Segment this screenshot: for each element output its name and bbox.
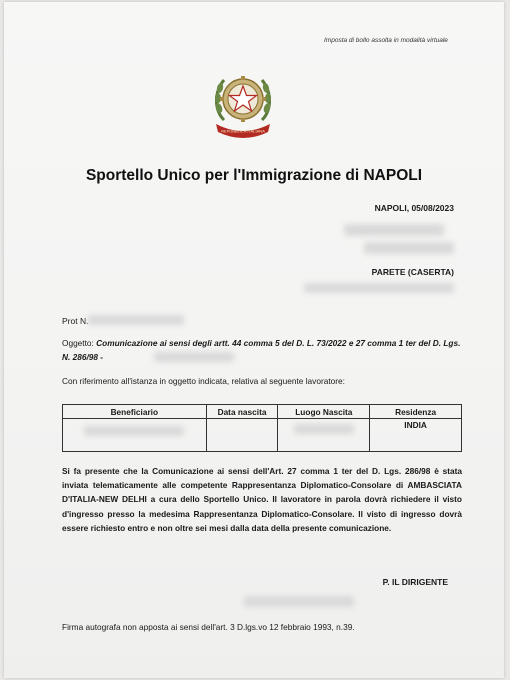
stamp-duty-note: Imposta di bollo assolta in modalità virtuale	[324, 37, 448, 44]
cell-beneficiario	[63, 419, 207, 452]
office-title: Sportello Unico per l'Immigrazione di NAPOLI	[85, 167, 423, 184]
repubblica-italiana-emblem-icon	[210, 68, 276, 140]
redacted-signer-name	[244, 596, 354, 607]
subject-line	[62, 336, 462, 364]
redacted-birthplace	[294, 424, 354, 434]
redacted-protocol-number	[88, 315, 184, 325]
redacted-addressee-extra	[304, 283, 454, 293]
redacted-beneficiary-name	[84, 426, 184, 436]
document-page	[4, 2, 504, 678]
redacted-addressee-street	[364, 242, 454, 254]
signer-title: P. IL DIRIGENTE	[382, 577, 448, 587]
cell-residenza: INDIA	[370, 419, 462, 452]
body-paragraph: Si fa presente che la Comunicazione ai sensi dell'Art. 27 comma 1 ter del D. Lgs. 286/98 è stata inviata telematicamente alle competente Rappresentanza Diplomatico-Consolare di AMBASCIATA D'ITALIA-NEW DELHI a cura dello Sportello Unico. Il lavoratore in parola dovrà richiedere il visto d'ingresso presso la medesima Rappresentanza Diplomatico-Consolare. Il visto di ingresso dovrà essere richiesto entro e non oltre sei mesi dalla data della presente comunicazione.	[62, 466, 462, 533]
subject-label: Oggetto:	[62, 338, 94, 348]
redacted-addressee-name	[344, 224, 444, 236]
signature-note: Firma autografa non apposta ai sensi dell'art. 3 D.lgs.vo 12 febbraio 1993, n.39.	[62, 622, 355, 632]
col-residenza: Residenza	[370, 405, 462, 419]
protocol-number-label: Prot N.	[62, 316, 89, 326]
redacted-subject-reference	[154, 352, 234, 362]
col-luogo-nascita: Luogo Nascita	[278, 405, 370, 419]
cell-data-nascita	[206, 419, 278, 452]
subject-text: Comunicazione ai sensi degli artt. 44 comma 5 del D. L. 73/2022 e 27 comma 1 ter del D. Lgs. N. 286/98 -	[62, 338, 461, 362]
table-row	[63, 419, 462, 452]
svg-text:REPUBBLICA ITALIANA: REPUBBLICA ITALIANA	[221, 128, 265, 134]
beneficiary-table	[62, 404, 462, 452]
place-and-date: NAPOLI, 05/08/2023	[374, 203, 454, 213]
intro-text: Con riferimento all'istanza in oggetto indicata, relativa al seguente lavoratore:	[62, 376, 345, 386]
table-header-row	[63, 405, 462, 419]
col-beneficiario: Beneficiario	[63, 405, 207, 419]
cell-luogo-nascita	[278, 419, 370, 452]
addressee-city: PARETE (CASERTA)	[371, 267, 454, 277]
col-data-nascita: Data nascita	[206, 405, 278, 419]
